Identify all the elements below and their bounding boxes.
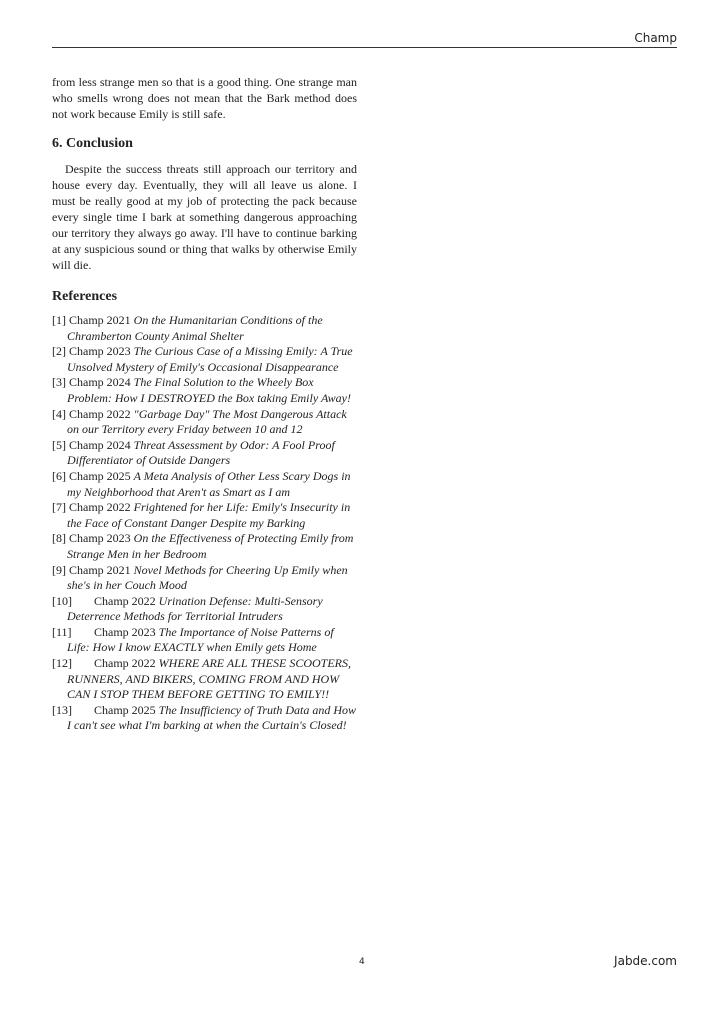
reference-title: The Curious Case of a Missing Emily: A True Unsolved Mystery of Emily's Occasional Disappearance (67, 344, 353, 374)
reference-author-year: Champ 2025 (69, 468, 131, 483)
reference-author-year: Champ 2022 (69, 406, 131, 421)
intro-paragraph: from less strange men so that is a good thing. One strange man who smells wrong does not mean that the Bark method does not work because Emily is still safe. (52, 75, 357, 121)
footer-site: Jabde.com (614, 954, 677, 968)
reference-number: [4] (52, 406, 66, 421)
reference-number: [12] (52, 656, 72, 671)
reference-author-year: Champ 2022 (94, 656, 156, 671)
reference-item (52, 407, 357, 438)
reference-item (52, 531, 357, 562)
references-heading: References (52, 289, 118, 304)
reference-item (52, 313, 357, 344)
reference-item (52, 344, 357, 375)
reference-title: The Importance of Noise Patterns of Life: How I know EXACTLY when Emily gets Home (67, 624, 334, 655)
running-header (52, 33, 677, 48)
reference-item (52, 625, 357, 656)
reference-number: [2] (52, 344, 66, 359)
reference-title: A Meta Analysis of Other Less Scary Dogs in my Neighborhood that Aren't as Smart as I am (67, 468, 351, 499)
reference-item (52, 469, 357, 500)
conclusion-heading: 6. Conclusion (52, 136, 133, 151)
reference-title: Frightened for her Life: Emily's Insecurity in the Face of Constant Danger Despite my Barking (67, 500, 351, 530)
reference-title: Threat Assessment by Odor: A Fool Proof Differentiator of Outside Dangers (67, 437, 335, 468)
reference-title: Novel Methods for Cheering Up Emily when she's in her Couch Mood (67, 562, 348, 593)
reference-author-year: Champ 2024 (69, 437, 131, 452)
reference-author-year: Champ 2025 (94, 702, 156, 717)
reference-number: [5] (52, 437, 66, 452)
reference-title: On the Humanitarian Conditions of the Chramberton County Animal Shelter (67, 313, 323, 343)
reference-number: [10] (52, 593, 72, 608)
reference-title: "Garbage Day" The Most Dangerous Attack on our Territory every Friday between 10 and 12 (67, 406, 347, 437)
reference-title: WHERE ARE ALL THESE SCOOTERS, RUNNERS, AND BIKERS, COMING FROM AND HOW CAN I STOP THEM BEFORE GETTING TO EMILY!! (67, 656, 352, 702)
reference-item (52, 375, 357, 406)
reference-number: [11] (52, 624, 72, 639)
reference-number: [1] (52, 313, 66, 327)
reference-title: The Final Solution to the Wheely Box Problem: How I DESTROYED the Box taking Emily Away! (67, 375, 351, 405)
reference-author-year: Champ 2024 (69, 375, 131, 390)
reference-item (52, 656, 357, 703)
reference-number: [6] (52, 468, 66, 483)
reference-number: [7] (52, 500, 66, 515)
reference-title: Urination Defense: Multi-Sensory Deterrence Methods for Territorial Intruders (67, 593, 323, 624)
reference-author-year: Champ 2023 (94, 624, 156, 639)
reference-title: On the Effectiveness of Protecting Emily from Strange Men in her Bedroom (67, 531, 354, 561)
reference-list (52, 313, 357, 734)
reference-author-year: Champ 2022 (94, 593, 156, 608)
reference-author-year: Champ 2022 (69, 500, 131, 515)
conclusion-paragraph: Despite the success threats still approach our territory and house every day. Eventually, they will all leave us alone. I must be really good at my job of protecting the pack because every single time I bark at something dangerous approaching our territory they always go away. I'll have to continue barking at any suspicious sound or thing that walks by otherwise Emily will die. (52, 162, 357, 272)
page-number: 4 (359, 957, 365, 967)
reference-item (52, 594, 357, 625)
reference-author-year: Champ 2021 (69, 562, 131, 577)
reference-item (52, 703, 357, 734)
reference-item (52, 500, 357, 531)
reference-title: The Insufficiency of Truth Data and How I can't see what I'm barking at when the Curtain's Closed! (67, 702, 356, 733)
reference-number: [9] (52, 562, 66, 577)
reference-number: [3] (52, 375, 66, 390)
reference-author-year: Champ 2023 (69, 531, 131, 546)
reference-author-year: Champ 2023 (69, 344, 131, 359)
reference-author-year: Champ 2021 (69, 313, 131, 327)
header-author: Champ (634, 31, 677, 45)
reference-number: [13] (52, 702, 72, 717)
text-column (52, 74, 357, 734)
reference-item (52, 438, 357, 469)
reference-item (52, 563, 357, 594)
reference-number: [8] (52, 531, 66, 546)
